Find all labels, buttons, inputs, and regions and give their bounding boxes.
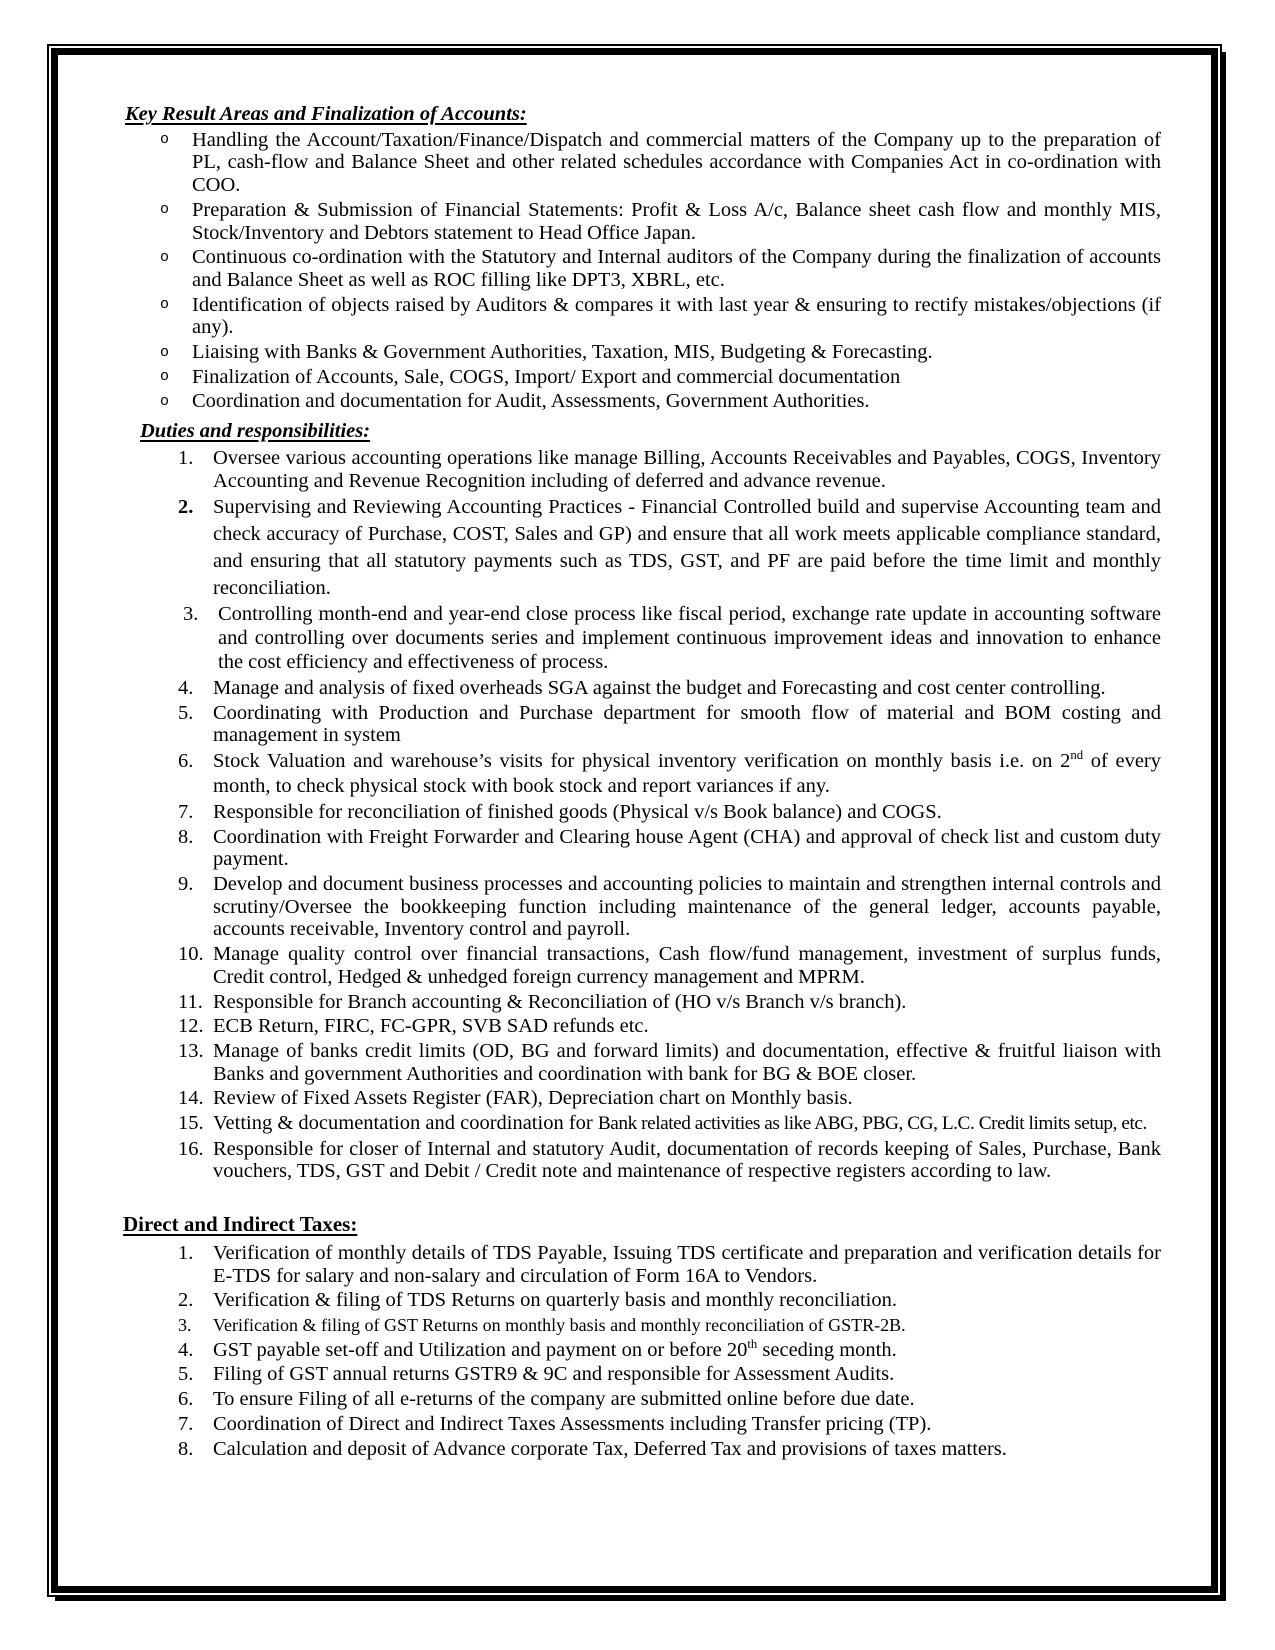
list-item-text: seceding month. <box>757 1338 897 1361</box>
list-item <box>123 1112 1161 1136</box>
superscript: nd <box>1070 748 1084 763</box>
list-item: Calculation and deposit of Advance corporate Tax, Deferred Tax and provisions of taxes matters. <box>213 1437 1007 1460</box>
list-item-text: Stock Valuation and warehouse’s visits for physical inventory verification on monthly basis i.e. on 2 <box>213 749 1071 772</box>
list-item: o Coordination and documentation for Audit, Assessments, Government Authorities. <box>123 390 1161 413</box>
list-item: Coordination of Direct and Indirect Taxes Assessments including Transfer pricing (TP). <box>213 1412 932 1435</box>
section-heading-taxes: Direct and Indirect Taxes: <box>123 1212 358 1237</box>
section-heading-key-result-areas: Key Result Areas and Finalization of Accounts: <box>125 103 527 125</box>
list-item: Verification & filing of GST Returns on monthly basis and monthly reconciliation of GSTR-2B. <box>213 1315 906 1335</box>
list-item: Coordination with Freight Forwarder and Clearing house Agent (CHA) and approval of check list and custom duty payment. <box>213 825 1161 871</box>
list-item: Supervising and Reviewing Accounting Practices - Financial Controlled build and supervise Accounting team and check accuracy of Purchase, COST, Sales and GP) and ensure that all work meets applicable compliance standard, and ensuring that all statutory payments such as TDS, GST, and PF are paid before the time limit and monthly reconciliation. <box>213 496 1161 599</box>
key-result-areas-list <box>123 129 1161 413</box>
list-item: Oversee various accounting operations like manage Billing, Accounts Receivables and Payables, COGS, Inventory Accounting and Revenue Recognition including of deferred and advance revenue. <box>213 446 1161 492</box>
superscript: th <box>747 1336 758 1351</box>
list-item: o Finalization of Accounts, Sale, COGS, Import/ Export and commercial documentation <box>123 366 1161 389</box>
list-item: Controlling month-end and year-end close process like fiscal period, exchange rate update in accounting software and controlling over documents series and implement continuous improvement ideas and innovation to enhance the cost efficiency and effectiveness of process. <box>218 603 1161 674</box>
list-item: o Identification of objects raised by Auditors & compares it with last year & ensuring to rectify mistakes/objections (if any). <box>123 294 1161 339</box>
list-item: o Preparation & Submission of Financial Statements: Profit & Loss A/c, Balance sheet cash flow and monthly MIS, Stock/Inventory and Debtors statement to Head Office Japan. <box>123 199 1161 244</box>
list-item: To ensure Filing of all e-returns of the company are submitted online before due date. <box>213 1388 915 1411</box>
list-item: ECB Return, FIRC, FC-GPR, SVB SAD refunds etc. <box>213 1015 649 1038</box>
list-item: o Liaising with Banks & Government Authorities, Taxation, MIS, Budgeting & Forecasting. <box>123 341 1161 364</box>
list-item: Develop and document business processes and accounting policies to maintain and strengthen internal controls and scrutiny/Oversee the bookkeeping function including maintenance of the general ledger, accounts payable, accounts receivable, Inventory control and payroll. <box>213 873 1161 941</box>
list-item <box>123 749 1161 799</box>
list-item: Manage quality control over financial transactions, Cash flow/fund management, investment of surplus funds, Credit control, Hedged & unhedged foreign currency management and MPRM. <box>213 943 1161 988</box>
list-item-text: Vetting & documentation and coordination for <box>213 1112 598 1135</box>
list-item: Filing of GST annual returns GSTR9 & 9C and responsible for Assessment Audits. <box>213 1363 895 1386</box>
list-item: o Continuous co-ordination with the Statutory and Internal auditors of the Company during the finalization of accounts and Balance Sheet as well as ROC filling like DPT3, XBRL, etc. <box>123 246 1161 291</box>
list-item-text: GST payable set-off and Utilization and payment on or before 20 <box>213 1338 748 1361</box>
taxes-list <box>123 1242 1161 1460</box>
list-item: Responsible for reconciliation of finished goods (Physical v/s Book balance) and COGS. <box>213 800 942 823</box>
list-item: Responsible for closer of Internal and statutory Audit, documentation of records keeping of Sales, Purchase, Bank vouchers, TDS, GST and Debit / Credit note and maintenance of respective registers according to law. <box>213 1137 1161 1183</box>
list-item: Manage and analysis of fixed overheads SGA against the budget and Forecasting and cost center controlling. <box>213 676 1106 699</box>
list-item: Responsible for Branch accounting & Reconciliation of (HO v/s Branch v/s branch). <box>213 990 907 1013</box>
list-item: Verification of monthly details of TDS Payable, Issuing TDS certificate and preparation and verification details for E-TDS for salary and non-salary and circulation of Form 16A to Vendors. <box>213 1241 1161 1287</box>
list-item-text: of every month, to check physical stock with book stock and report variances if any. <box>213 749 1161 797</box>
section-heading-duties: Duties and responsibilities: <box>140 420 371 443</box>
list-item: Review of Fixed Assets Register (FAR), Depreciation chart on Monthly basis. <box>213 1087 853 1110</box>
list-item: Coordinating with Production and Purchase department for smooth flow of material and BOM costing and management in system <box>213 701 1161 747</box>
list-item <box>123 1336 1161 1362</box>
document-content <box>58 55 1211 1462</box>
list-item: Manage of banks credit limits (OD, BG and forward limits) and documentation, effective & fruitful liaison with Banks and government Authorities and coordination with bank for BG & BOE closer. <box>213 1039 1161 1085</box>
list-item: o Handling the Account/Taxation/Finance/Dispatch and commercial matters of the Company up to the preparation of PL, cash-flow and Balance Sheet and other related schedules accordance with Companies Act in co-ordination with COO. <box>123 129 1161 197</box>
list-item-text: Bank related activities as like ABG, PBG, CG, L.C. Credit limits setup, etc. <box>597 1113 1147 1135</box>
list-item: Verification & filing of TDS Returns on quarterly basis and monthly reconciliation. <box>213 1289 897 1312</box>
duties-list <box>123 447 1161 1183</box>
